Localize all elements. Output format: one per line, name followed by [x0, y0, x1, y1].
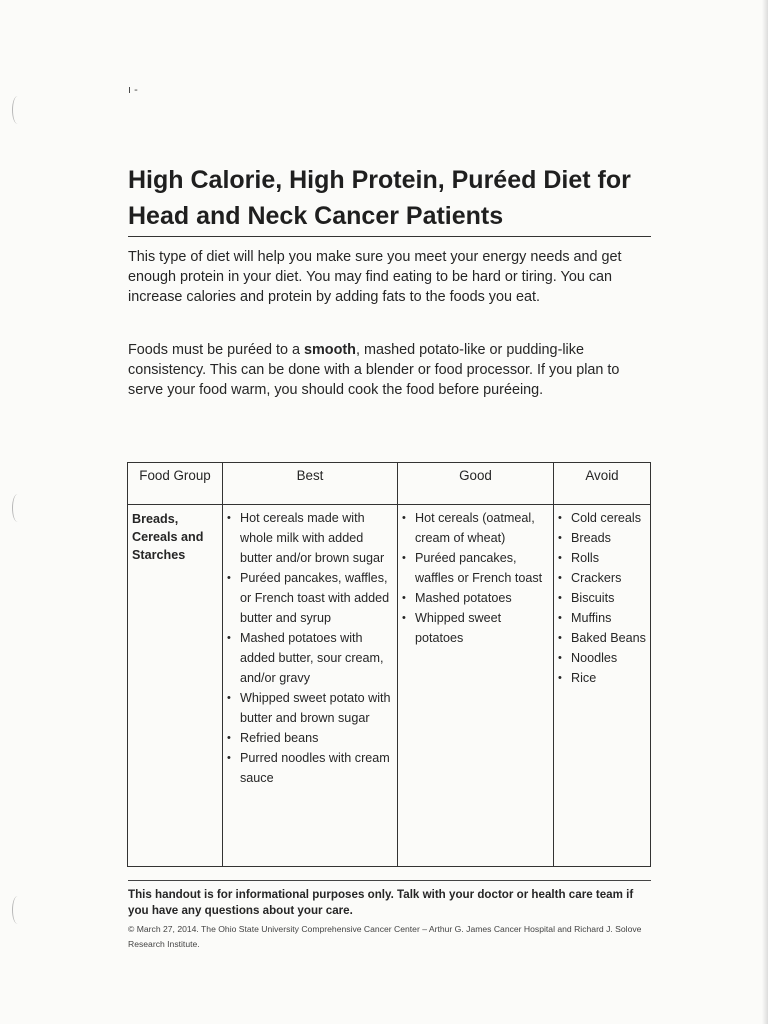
hole-punch-mark: [12, 494, 23, 522]
list-item: • Hot cereals made with whole milk with added butter and/or brown sugar: [227, 508, 393, 568]
list-item: • Whipped sweet potato with butter and brown sugar: [227, 688, 393, 728]
list-item: • Rolls: [558, 548, 646, 568]
puree-text-before: Foods must be puréed to a: [128, 342, 304, 358]
header-food-group: Food Group: [128, 463, 223, 505]
list-item: • Puréed pancakes, waffles, or French toast with added butter and syrup: [227, 568, 393, 628]
list-item: • Whipped sweet potatoes: [402, 608, 549, 648]
list-item: • Refried beans: [227, 728, 393, 748]
intro-paragraph: This type of diet will help you make sure you meet your energy needs and get enough protein in your diet. You may find eating to be hard or tiring. You can increase calories and protein by adding fats to the foods you eat.: [128, 249, 622, 305]
good-list: [402, 508, 549, 648]
list-item: • Purred noodles with cream sauce: [227, 748, 393, 788]
hole-punch-mark: [12, 896, 23, 924]
food-table: [127, 462, 651, 867]
list-item: • Noodles: [558, 648, 646, 668]
footer-disclaimer: This handout is for informational purposes only. Talk with your doctor or health care team if you have any questions about your care.: [128, 888, 634, 917]
food-group-cell: Breads, Cereals and Starches: [128, 505, 223, 867]
list-item: • Puréed pancakes, waffles or French toast: [402, 548, 549, 588]
puree-paragraph: [128, 340, 648, 400]
page-title: High Calorie, High Protein, Puréed Diet for Head and Neck Cancer Patients: [128, 166, 631, 230]
best-list: [227, 508, 393, 788]
corner-mark: ı ‑: [128, 84, 138, 96]
table-row: [128, 505, 651, 867]
list-item: • Crackers: [558, 568, 646, 588]
avoid-list: [558, 508, 646, 688]
list-item: • Muffins: [558, 608, 646, 628]
list-item: • Cold cereals: [558, 508, 646, 528]
header-avoid: Avoid: [554, 463, 651, 505]
avoid-cell: [554, 505, 651, 867]
page-edge-shadow: [762, 0, 768, 1024]
footer-copyright: © March 27, 2014. The Ohio State University Comprehensive Cancer Center – Arthur G. James Cancer Hospital and Richard J. Solove Research Institute.: [128, 924, 642, 949]
table-header-row: [128, 463, 651, 505]
footer-divider: [128, 880, 651, 881]
header-good: Good: [398, 463, 554, 505]
list-item: • Biscuits: [558, 588, 646, 608]
list-item: • Hot cereals (oatmeal, cream of wheat): [402, 508, 549, 548]
good-cell: [398, 505, 554, 867]
puree-text-after: , mashed potato-like or pudding-like consistency. This can be done with a blender or food processor. If you plan to serve your food warm, you should cook the food before puréeing.: [128, 342, 620, 398]
list-item: • Breads: [558, 528, 646, 548]
header-best: Best: [223, 463, 398, 505]
title-divider: [128, 236, 651, 237]
list-item: • Mashed potatoes with added butter, sour cream, and/or gravy: [227, 628, 393, 688]
best-cell: [223, 505, 398, 867]
list-item: • Baked Beans: [558, 628, 646, 648]
hole-punch-mark: [12, 96, 23, 124]
list-item: • Rice: [558, 668, 646, 688]
list-item: • Mashed potatoes: [402, 588, 549, 608]
puree-text-bold: smooth: [304, 342, 356, 358]
